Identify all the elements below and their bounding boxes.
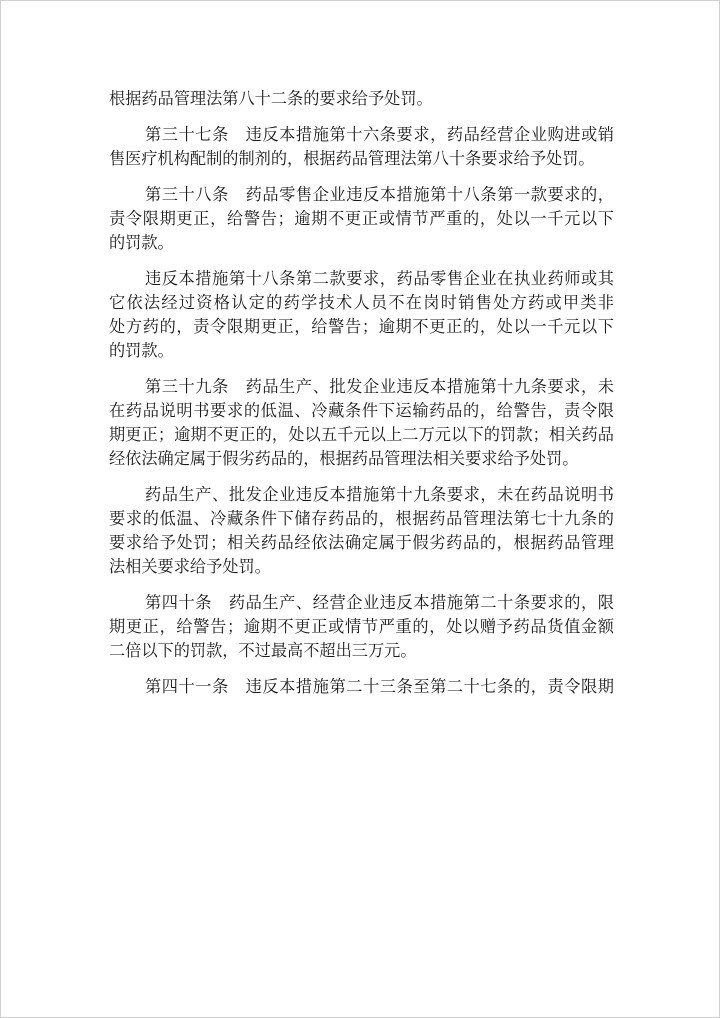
text-line: 第三十八条 药品零售企业违反本措施第十八条第一款要求的， [145, 185, 614, 204]
document-body [109, 87, 614, 711]
text-line: 在药品说明书要求的低温、冷藏条件下运输药品的，给警告，责令限 [109, 401, 614, 420]
text-line: 第三十七条 违反本措施第十六条要求，药品经营企业购进或销 [145, 125, 614, 144]
text-line: 第三十九条 药品生产、批发企业违反本措施第十九条要求，未 [145, 377, 614, 396]
text-line: 经依法确定属于假劣药品的，根据药品管理法相关要求给予处罚。 [109, 449, 579, 468]
paragraph-art39-part2 [109, 483, 614, 579]
paragraph-art37 [109, 123, 614, 171]
text-line: 期更正；逾期不更正的，处以五千元以上二万元以下的罚款；相关药品 [109, 425, 614, 444]
text-line: 的罚款。 [109, 341, 174, 360]
text-line: 售医疗机构配制的制剂的，根据药品管理法第八十条要求给予处罚。 [109, 149, 595, 168]
text-line: 它依法经过资格认定的药学技术人员不在岗时销售处方药或甲类非 [109, 293, 614, 312]
text-line: 第四十一条 违反本措施第二十三条至第二十七条的，责令限期 [145, 677, 614, 696]
text-line: 药品生产、批发企业违反本措施第十九条要求，未在药品说明书 [145, 485, 614, 504]
paragraph-art40 [109, 591, 614, 663]
text-line: 违反本措施第十八条第二款要求，药品零售企业在执业药师或其 [145, 269, 614, 288]
paragraph-art41 [109, 675, 614, 699]
text-line: 要求的低温、冷藏条件下储存药品的，根据药品管理法第七十九条的 [109, 509, 614, 528]
paragraph-art38 [109, 183, 614, 255]
paragraph-art36-tail [109, 87, 614, 111]
text-line: 处方药的，责令限期更正，给警告；逾期不更正的，处以一千元以下 [109, 317, 614, 336]
text-line: 二倍以下的罚款，不过最高不超出三万元。 [109, 641, 417, 660]
paragraph-art39 [109, 375, 614, 471]
text-line: 的罚款。 [109, 233, 174, 252]
text-line: 法相关要求给予处罚。 [109, 557, 271, 576]
text-line: 第四十条 药品生产、经营企业违反本措施第二十条要求的，限 [145, 593, 614, 612]
text-line: 期更正，给警告；逾期不更正或情节严重的，处以赠予药品货值金额 [109, 617, 614, 636]
paragraph-art38-part2 [109, 267, 614, 363]
text-line: 根据药品管理法第八十二条的要求给予处罚。 [109, 89, 433, 108]
text-line: 要求给予处罚；相关药品经依法确定属于假劣药品的，根据药品管理 [109, 533, 614, 552]
text-line: 责令限期更正，给警告；逾期不更正或情节严重的，处以一千元以下 [109, 209, 614, 228]
